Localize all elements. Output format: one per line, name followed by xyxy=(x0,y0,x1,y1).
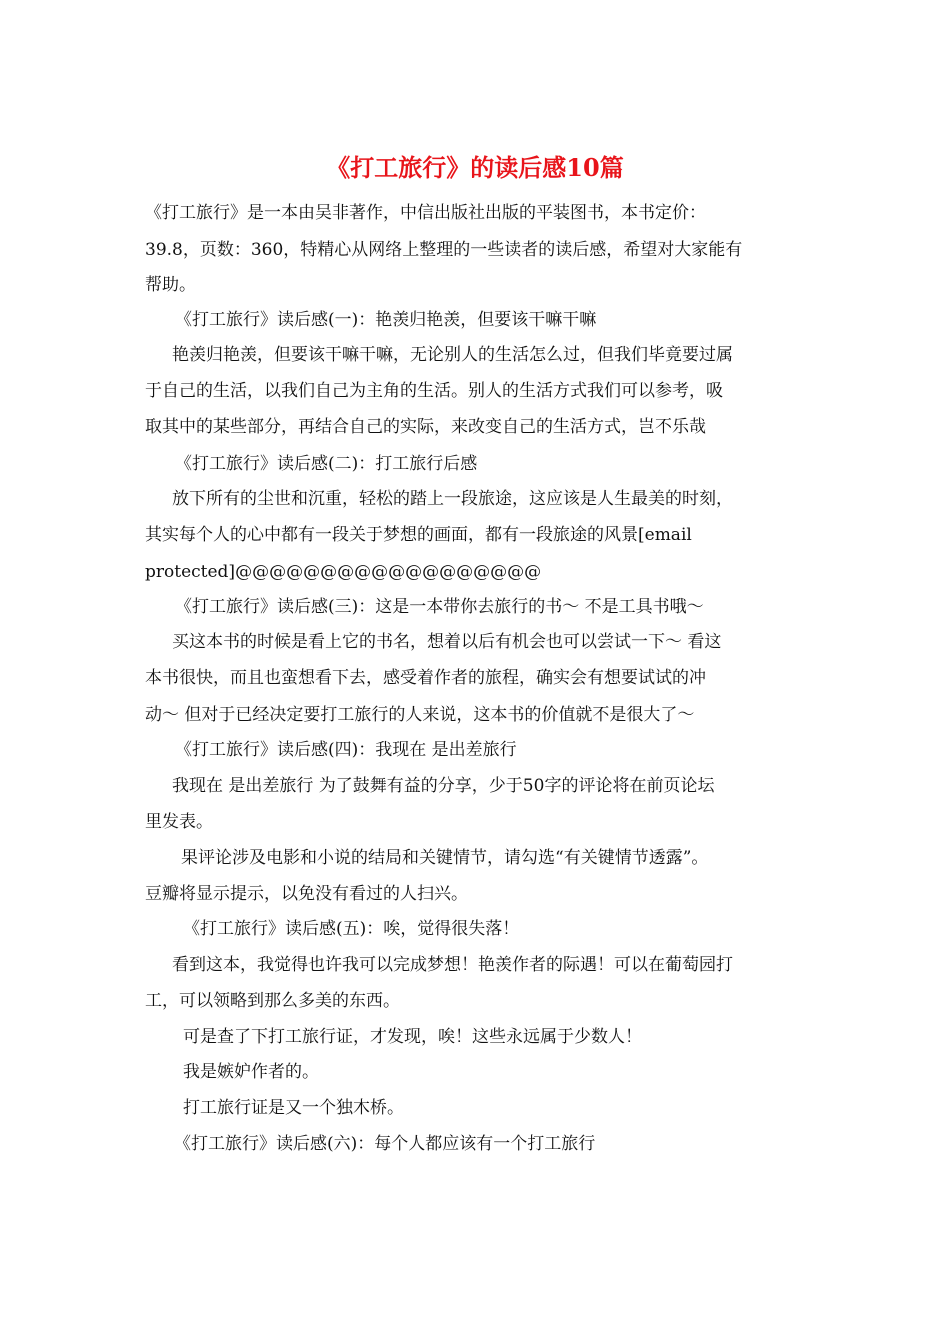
paragraph-line: 可是查了下打工旅行证，才发现，唉！这些永远属于少数人！ xyxy=(183,1027,642,1047)
intro-line-2: 39.8，页数：360，特精心从网络上整理的一些读者的读后感，希望对大家能有 xyxy=(145,240,743,260)
intro-line-3: 帮助。 xyxy=(145,275,196,295)
section-heading-5: 《打工旅行》读后感(五)：唉，觉得很失落！ xyxy=(183,919,520,939)
section-heading-6: 《打工旅行》读后感(六)：每个人都应该有一个打工旅行 xyxy=(174,1134,596,1154)
paragraph-line: 其实每个人的心中都有一段关于梦想的画面，都有一段旅途的风景[email xyxy=(145,525,692,545)
paragraph-line: 打工旅行证是又一个独木桥。 xyxy=(183,1098,404,1118)
section-heading-1: 《打工旅行》读后感(一)：艳羡归艳羡，但要该干嘛干嘛 xyxy=(175,310,597,330)
paragraph-line: 放下所有的尘世和沉重，轻松的踏上一段旅途，这应该是人生最美的时刻， xyxy=(172,489,733,509)
paragraph-line: 果评论涉及电影和小说的结局和关键情节，请勾选“有关键情节透露”。 xyxy=(181,848,709,868)
section-heading-4: 《打工旅行》读后感(四)：我现在 是出差旅行 xyxy=(175,740,517,760)
paragraph-line: 取其中的某些部分，再结合自己的实际，来改变自己的生活方式，岂不乐哉 xyxy=(145,417,706,437)
document-title: 《打工旅行》的读后感10篇 xyxy=(326,153,624,182)
paragraph-line: 本书很快，而且也蛮想看下去，感受着作者的旅程，确实会有想要试试的冲 xyxy=(145,668,706,688)
paragraph-line: 工，可以领略到那么多美的东西。 xyxy=(145,991,400,1011)
paragraph-line: 里发表。 xyxy=(145,812,213,832)
intro-line-1: 《打工旅行》是一本由吴非著作，中信出版社出版的平装图书，本书定价： xyxy=(145,203,706,223)
paragraph-line: 豆瓣将显示提示，以免没有看过的人扫兴。 xyxy=(145,884,468,904)
paragraph-line: 我是嫉妒作者的。 xyxy=(183,1062,319,1082)
paragraph-line: protected]@@@@@@@@@@@@@@@@@@ xyxy=(145,562,542,582)
paragraph-line: 动～ 但对于已经决定要打工旅行的人来说，这本书的价值就不是很大了～ xyxy=(145,705,695,725)
section-heading-2: 《打工旅行》读后感(二)：打工旅行后感 xyxy=(175,454,478,474)
paragraph-line: 艳羡归艳羡，但要该干嘛干嘛，无论别人的生活怎么过，但我们毕竟要过属 xyxy=(172,345,733,365)
paragraph-line: 于自己的生活，以我们自己为主角的生活。别人的生活方式我们可以参考，吸 xyxy=(145,381,723,401)
section-heading-3: 《打工旅行》读后感(三)：这是一本带你去旅行的书～ 不是工具书哦～ xyxy=(175,597,704,617)
paragraph-line: 买这本书的时候是看上它的书名，想着以后有机会也可以尝试一下～ 看这 xyxy=(172,632,722,652)
paragraph-line: 我现在 是出差旅行 为了鼓舞有益的分享，少于50字的评论将在前页论坛 xyxy=(172,776,715,796)
paragraph-line: 看到这本，我觉得也许我可以完成梦想！艳羡作者的际遇！可以在葡萄园打 xyxy=(172,955,733,975)
